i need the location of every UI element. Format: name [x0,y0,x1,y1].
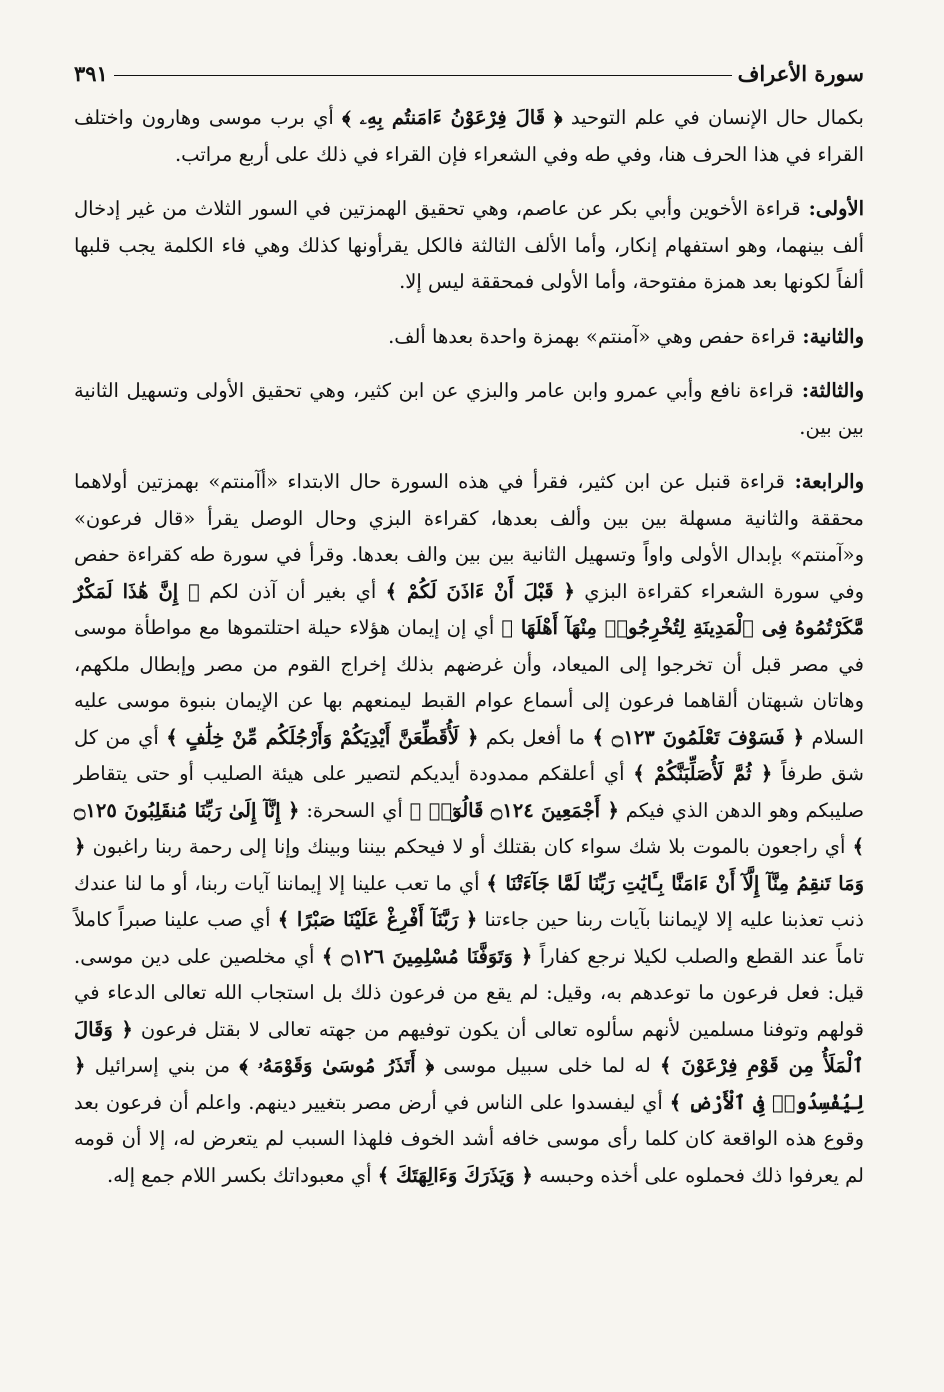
text-segment: قراءة قنبل عن ابن كثير، فقرأ في هذه السورة حال الابتداء «أآمنتم» بهمزتين أولاهما محققة والثانية مسهلة بين بين وألف بعدها، كقراءة البزي وحال الوصل يقرأ «قال فرعون» و«آمنتم» بإبدال الأولى واواً وتسهيل الثانية بين بين والف بعدها. وقرأ في سورة طه كقراءة حفص وفي سورة الشعراء كقراءة البزي [74,470,864,603]
quran-verse: ﴿ أَتَذَرُ مُوسَىٰ وَقَوْمَهُۥ ﴾ [239,1054,435,1077]
page-number: ٣٩١ [74,61,108,86]
paragraph-lead: والثالثة: [793,379,865,402]
quran-verse: ﴿ فَسَوْفَ تَعْلَمُونَ ۝١٢٣ ﴾ [592,725,805,749]
text-segment: له لما خلى سبيل موسى [434,1054,661,1077]
page-header [74,50,864,86]
text-segment: أي مخلصين على دين موسى. قيل: فعل فرعون ما توعدهم به، وقيل: لم يقع من فرعون ذلك بل استجاب الله تعالى الدعاء في قولهم وتوفنا مسلمين لأنهم سألوه تعالى أن يكون توفيهم من جهته تعالى لا بقتل فرعون [74,944,864,1041]
paragraph [74,319,864,356]
page-body [74,100,864,1194]
text-segment: قراءة الأخوين وأبي بكر عن عاصم، وهي تحقيق الهمزتين في السور الثلاث من غير إدخال ألف بينهما، وهو استفهام إنكار، وأما الألف الثالثة فالكل يقرأونها كذلك وهي فاء الكلمة يجب قلبها ألفاً لكونها بعد همزة مفتوحة، وأما الأولى فمحققة ليس إلا. [74,197,864,293]
text-segment: أي بغير أن آذن لكم [199,579,386,603]
quran-verse: ﴿ أَجْمَعِينَ ۝١٢٤ قَالُوٓا۟ ﴾ [409,798,619,822]
header-rule [114,75,732,76]
quran-verse: ﴿ وَتَوَفَّنَا مُسْلِمِينَ ۝١٢٦ ﴾ [321,944,533,968]
paragraph [74,464,864,1194]
quran-verse: ﴿ وَيَذَرَكَ وَءَالِهَتَكَ ﴾ [377,1163,533,1187]
paragraph [74,191,864,301]
text-segment: أي من كل شق طرفاً [74,725,864,785]
text-segment: أي برب موسى وهارون واختلف القراء في هذا الحرف هنا، وفي طه وفي الشعراء فإن القراء في ذلك على أربع مراتب. [74,106,864,166]
quran-verse: ﴿ إِنَّ هَٰذَا لَمَكْرٌ مَّكَرْتُمُوهُ فِى ٱلْمَدِينَةِ لِتُخْرِجُوا۟ مِنْهَآ أَهْلَهَا ﴾ [74,579,864,639]
text-segment: أي ليفسدوا على الناس في أرض مصر بتغيير دينهم. واعلم أن فرعون بعد وقوع هذه الواقعة كان كلما رأى موسى خافه أشد الخوف فلهذا السبب لم يتعرض له، إلا أن قومه لم يعرفوا ذلك فحملوه على أخذه وحبسه [74,1090,864,1187]
text-segment: أي إن إيمان هؤلاء حيلة احتلتموها مع مواطأة موسى في مصر قبل أن تخرجوا إلى الميعاد، وأن غرضهم بذلك إخراج القوم من مصر وإبطال ملكهم، وهاتان شبهتان ألقاهما فرعون إلى أسماع عوام القبط ليمنعهم بها عن الإيمان بنبوة موسى عليه السلام [74,616,864,749]
text-segment: أي ما تعب علينا إلا إيماننا آيات ربنا، أو ما لنا عندك ذنب تعذبنا عليه إلا لإيماننا بآيات ربنا حين جاءتنا [74,871,864,931]
paragraph-lead: والرابعة: [784,470,865,493]
quran-verse: ﴿ رَبَّنَآ أَفْرِغْ عَلَيْنَا صَبْرًا ﴾ [277,908,478,931]
text-segment: أي معبوداتك بكسر اللام جمع إله. [106,1163,378,1187]
text-segment: أي راجعون بالموت بلا شك سواء كان بقتلك أو لا فيحكم بيننا وبينك وإنا إلى رحمة ربنا راغبون [85,835,853,858]
text-segment: بكمال حال الإنسان في علم التوحيد [562,106,864,129]
paragraph-lead: الأولى: [800,197,864,220]
text-segment: قراءة نافع وأبي عمرو وابن عامر والبزي عن ابن كثير، وهي تحقيق الأولى وتسهيل الثانية بين بين. [74,379,864,439]
quran-verse: ﴿ وَقَالَ ٱلْمَلَأُ مِن قَوْمِ فِرْعَوْنَ ﴾ [74,1017,864,1077]
quran-verse: ﴿ وَمَا تَنقِمُ مِنَّآ إِلَّآ أَنْ ءَامَنَّا بِـَٔايَٰتِ رَبِّنَا لَمَّا جَآءَتْنَا ﴾ [74,835,865,895]
paragraph-lead: والثانية: [795,324,864,348]
text-segment: أي أعلقكم ممدودة أيديكم لتصير على هيئة الصليب أو حتى يتقاطر صليبكم وهو الدهن الذي فيكم [74,762,864,822]
text-segment: أي صب علينا صبراً كاملاً تاماً عند القطع والصلب لكيلا نرجع كفاراً [74,908,864,968]
text-segment: من بني إسرائيل [85,1054,240,1077]
quran-verse: ﴿ لَأُقَطِّعَنَّ أَيْدِيَكُمْ وَأَرْجُلَكُم مِّنْ خِلَٰفٍ ﴾ [166,725,479,749]
surah-title: سورة الأعراف [737,61,864,86]
text-segment: أي السحرة: [299,798,410,822]
quran-verse: ﴿ ثُمَّ لَأُصَلِّبَنَّكُمْ ﴾ [633,762,773,785]
text-segment: قراءة حفص وهي «آمنتم» بهمزة واحدة بعدها ألف. [388,324,796,348]
paragraph [74,100,864,173]
quran-verse: ﴿ لِيُفْسِدُوا۟ فِى ٱلْأَرْضِ ﴾ [74,1054,864,1114]
text-segment: ما أفعل بكم [478,725,593,749]
paragraph [74,373,864,446]
quran-verse: ﴿ قَالَ فِرْعَوْنُ ءَامَنتُم بِهِۦ ﴾ [342,106,563,129]
quran-verse: ﴿ قَبْلَ أَنْ ءَاذَنَ لَكُمْ ﴾ [385,579,575,603]
quran-verse: ﴿ إِنَّآ إِلَىٰ رَبِّنَا مُنقَلِبُونَ ۝١٢٥ ﴾ [74,798,864,858]
